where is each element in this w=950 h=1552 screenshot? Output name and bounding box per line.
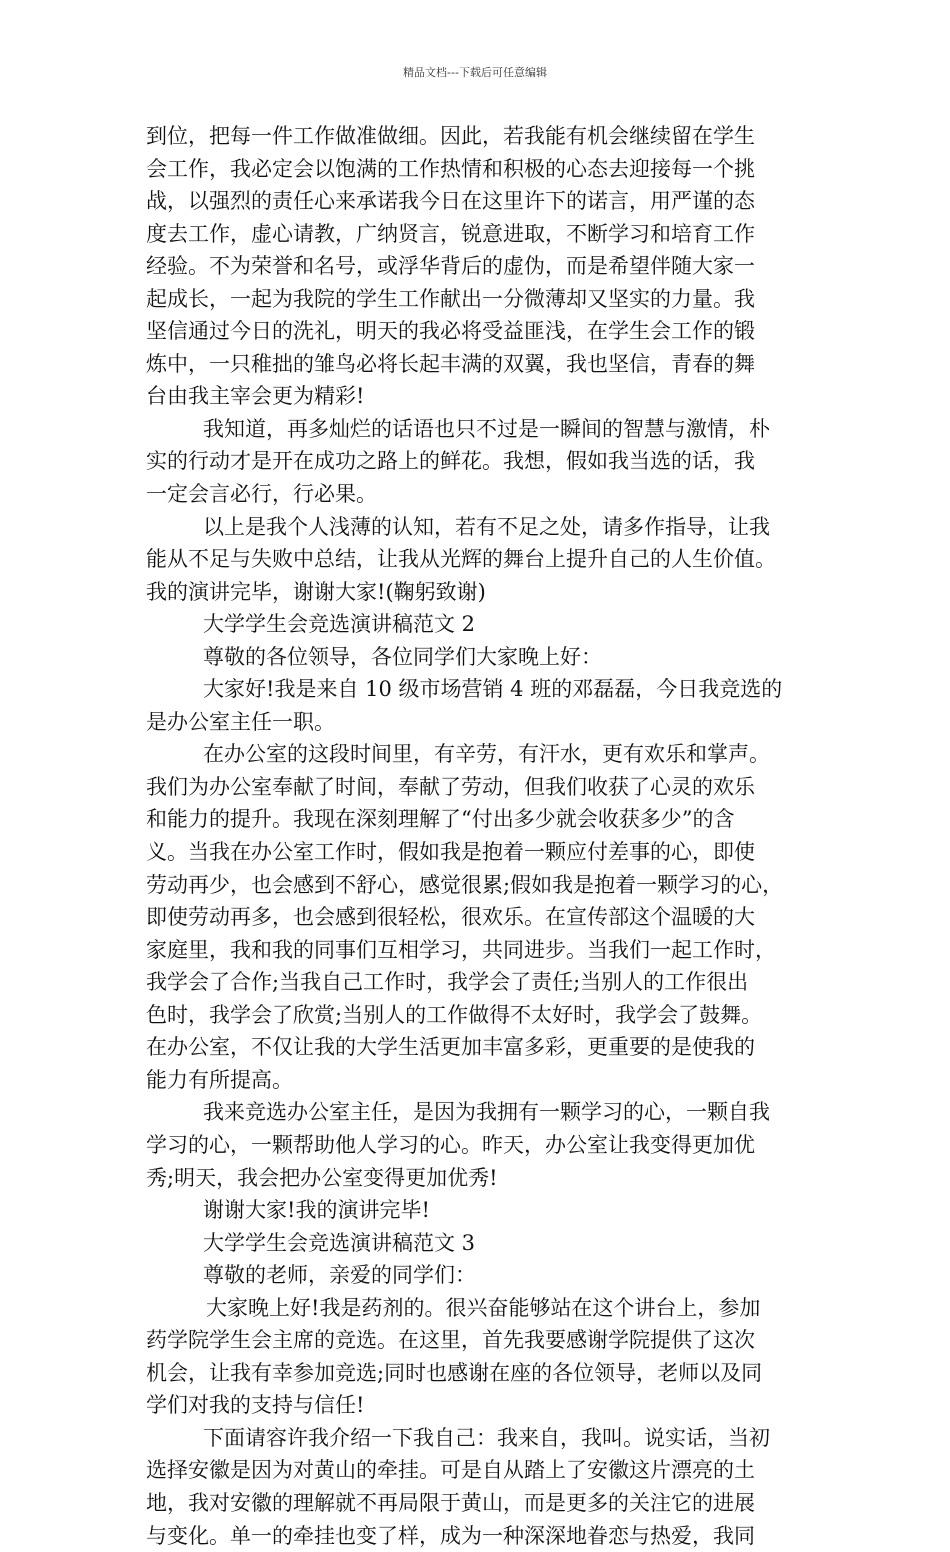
page-header: 精品文档---下载后可任意编辑 (403, 66, 547, 79)
text-line: 谢谢大家!我的演讲完毕! (203, 1198, 430, 1223)
text-line: 家庭里，我和我的同事们互相学习，共同进步。当我们一起工作时， (146, 937, 776, 962)
text-line: 药学院学生会主席的竞选。在这里，首先我要感谢学院提供了这次 (146, 1328, 755, 1353)
text-line: 在办公室的这段时间里，有辛劳，有汗水，更有欢乐和掌声。 (203, 742, 770, 767)
text-line: 下面请容许我介绍一下我自己：我来自，我叫。说实话，当初 (203, 1425, 770, 1450)
text-line: 经验。不为荣誉和名号，或浮华背后的虚伪，而是希望伴随大家一 (146, 254, 755, 279)
text-line: 我们为办公室奉献了时间，奉献了劳动，但我们收获了心灵的欢乐 (146, 774, 755, 799)
text-line: 即使劳动再多，也会感到很轻松，很欢乐。在宣传部这个温暖的大 (146, 905, 755, 930)
text-line: 我学会了合作;当我自己工作时，我学会了责任;当别人的工作很出 (146, 970, 749, 995)
text-line: 学们对我的支持与信任! (146, 1393, 365, 1418)
text-line: 我来竞选办公室主任，是因为我拥有一颗学习的心，一颗自我 (203, 1100, 770, 1125)
text-line: 尊敬的各位领导，各位同学们大家晚上好： (203, 644, 602, 669)
text-line: 起成长，一起为我院的学生工作献出一分微薄却又坚实的力量。我 (146, 286, 755, 311)
text-line: 和能力的提升。我现在深刻理解了“付出多少就会收获多少”的含 (146, 807, 735, 832)
text-line: 实的行动才是开在成功之路上的鲜花。我想，假如我当选的话，我 (146, 449, 755, 474)
text-line: 会工作，我必定会以饱满的工作热情和积极的心态去迎接每一个挑 (146, 156, 755, 181)
text-line: 坚信通过今日的洗礼，明天的我必将受益匪浅，在学生会工作的锻 (146, 319, 755, 344)
text-line: 能力有所提高。 (146, 1067, 293, 1092)
text-line: 与变化。单一的牵挂也变了样，成为一种深深地眷恋与热爱，我同 (146, 1523, 755, 1548)
text-line: 到位，把每一件工作做准做细。因此，若我能有机会继续留在学生 (146, 124, 755, 148)
text-line: 尊敬的老师，亲爱的同学们： (203, 1263, 476, 1288)
text-line: 大家晚上好!我是药剂的。很兴奋能够站在这个讲台上，参加 (206, 1295, 761, 1320)
text-line: 劳动再少，也会感到不舒心，感觉很累;假如我是抱着一颗学习的心， (146, 872, 784, 897)
text-line: 一定会言必行，行必果。 (146, 482, 377, 507)
text-line: 台由我主宰会更为精彩! (146, 384, 365, 409)
text-line: 度去工作，虚心请教，广纳贤言，锐意进取，不断学习和培育工作 (146, 221, 755, 246)
text-line: 大学学生会竞选演讲稿范文 3 (203, 1230, 476, 1255)
text-line: 机会，让我有幸参加竞选;同时也感谢在座的各位领导，老师以及同 (146, 1360, 763, 1385)
text-line: 秀;明天，我会把办公室变得更加优秀! (146, 1165, 498, 1190)
text-line: 炼中，一只稚拙的雏鸟必将长起丰满的双翼，我也坚信，青春的舞 (146, 351, 755, 376)
text-line: 大家好!我是来自 10 级市场营销 4 班的邓磊磊，今日我竞选的 (203, 677, 783, 702)
text-line: 战，以强烈的责任心来承诺我今日在这里许下的诺言，用严谨的态 (146, 189, 755, 214)
text-line: 我的演讲完毕，谢谢大家!(鞠躬致谢) (146, 579, 486, 604)
document-body (146, 120, 806, 1552)
text-line: 是办公室主任一职。 (146, 709, 335, 734)
text-line: 在办公室，不仅让我的大学生活更加丰富多彩，更重要的是使我的 (146, 1035, 755, 1060)
text-line: 能从不足与失败中总结，让我从光辉的舞台上提升自己的人生价值。 (146, 547, 776, 572)
text-line: 地，我对安徽的理解就不再局限于黄山，而是更多的关注它的进展 (146, 1490, 755, 1515)
text-line: 义。当我在办公室工作时，假如我是抱着一颗应付差事的心，即使 (146, 840, 755, 865)
text-line: 学习的心，一颗帮助他人学习的心。昨天，办公室让我变得更加优 (146, 1132, 755, 1157)
text-line: 以上是我个人浅薄的认知，若有不足之处，请多作指导，让我 (203, 514, 770, 539)
text-line: 大学学生会竞选演讲稿范文 2 (203, 612, 476, 637)
text-line: 色时，我学会了欣赏;当别人的工作做得不太好时，我学会了鼓舞。 (146, 1002, 763, 1027)
text-line: 我知道，再多灿烂的话语也只不过是一瞬间的智慧与激情，朴 (203, 416, 770, 441)
text-line: 选择安徽是因为对黄山的牵挂。可是自从踏上了安徽这片漂亮的土 (146, 1458, 755, 1483)
